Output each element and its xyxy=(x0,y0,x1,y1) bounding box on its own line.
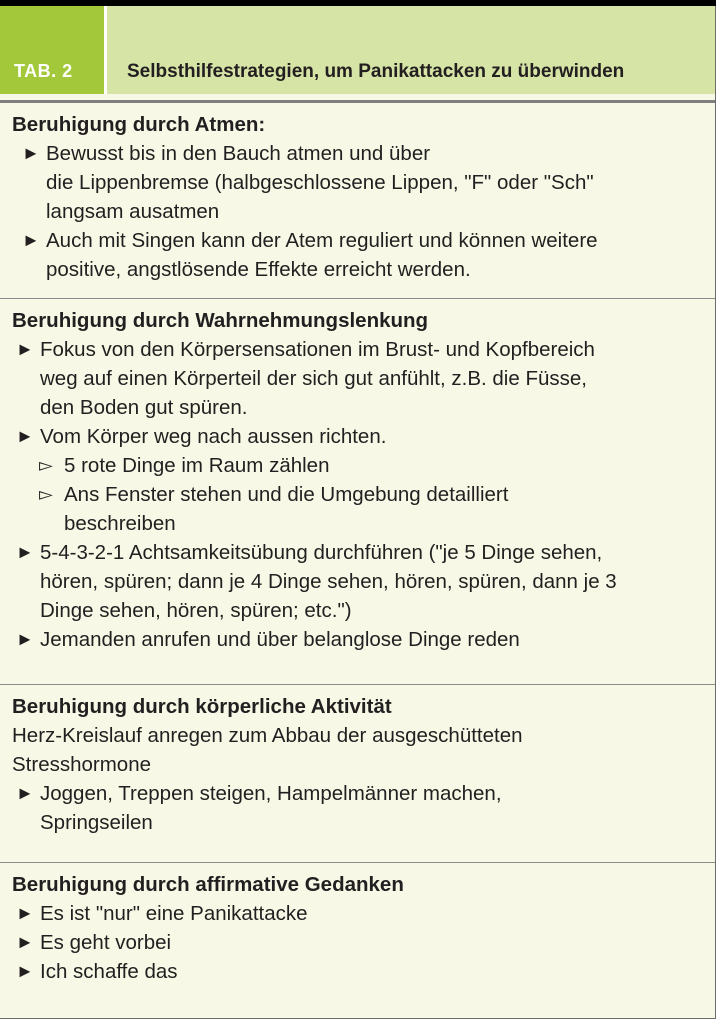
bullet-item xyxy=(12,335,703,364)
table-title: Selbsthilfestrategien, um Panikattacken zu überwinden xyxy=(127,61,625,82)
sub-bullet-item xyxy=(12,480,703,509)
outline-arrow-icon: ▻ xyxy=(39,484,53,504)
sub-bullet-continuation xyxy=(12,509,703,538)
bullet-arrow-icon: ► xyxy=(22,143,40,163)
bullet-arrow-icon: ► xyxy=(16,426,34,446)
intro-text: Stresshormone xyxy=(12,753,152,776)
section-title: Beruhigung durch affirmative Gedanken xyxy=(12,873,404,896)
bullet-item xyxy=(12,957,703,986)
bullet-text: Es geht vorbei xyxy=(40,931,172,954)
bullet-text: 5 rote Dinge im Raum zählen xyxy=(64,454,330,477)
bullet-text: Es ist "nur" eine Panikattacke xyxy=(40,902,308,925)
bullet-text: positive, angstlösende Effekte erreicht werden. xyxy=(46,258,471,281)
bullet-continuation xyxy=(12,364,703,393)
bullet-text: Bewusst bis in den Bauch atmen und über xyxy=(46,142,431,165)
bullet-text: beschreiben xyxy=(64,512,176,535)
section-title: Beruhigung durch körperliche Aktivität xyxy=(12,695,392,718)
section-perception xyxy=(0,298,715,684)
bullet-text: Vom Körper weg nach aussen richten. xyxy=(40,425,387,448)
bullet-item xyxy=(12,139,703,168)
section-physical-activity xyxy=(0,684,715,862)
bullet-arrow-icon: ► xyxy=(22,230,40,250)
bullet-arrow-icon: ► xyxy=(16,542,34,562)
intro-text: Herz-Kreislauf anregen zum Abbau der ausgeschütteten xyxy=(12,724,523,747)
bullet-text: hören, spüren; dann je 4 Dinge sehen, hören, spüren, dann je 3 xyxy=(40,570,617,593)
table-header xyxy=(0,6,715,94)
bullet-continuation xyxy=(12,168,703,197)
bullet-text: Dinge sehen, hören, spüren; etc.") xyxy=(40,599,352,622)
bullet-text: langsam ausatmen xyxy=(46,200,220,223)
bullet-arrow-icon: ► xyxy=(16,629,34,649)
bullet-text: Joggen, Treppen steigen, Hampelmänner machen, xyxy=(40,782,502,805)
bullet-item xyxy=(12,226,703,255)
table-label: TAB. 2 xyxy=(14,61,73,81)
bullet-continuation xyxy=(12,197,703,226)
table-title-cell xyxy=(104,6,715,94)
section-affirmations xyxy=(0,862,715,1019)
bullet-text: Fokus von den Körpersensationen im Brust- und Kopfbereich xyxy=(40,338,595,361)
bullet-continuation xyxy=(12,393,703,422)
bullet-text: weg auf einen Körperteil der sich gut anfühlt, z.B. die Füsse, xyxy=(40,367,587,390)
bullet-continuation xyxy=(12,255,703,284)
outline-arrow-icon: ▻ xyxy=(39,455,53,475)
bullet-text: die Lippenbremse (halbgeschlossene Lippen, "F" oder "Sch" xyxy=(46,171,594,194)
bullet-text: Ich schaffe das xyxy=(40,960,178,983)
bullet-item xyxy=(12,422,703,451)
section-title: Beruhigung durch Wahrnehmungslenkung xyxy=(12,309,429,332)
bullet-arrow-icon: ► xyxy=(16,932,34,952)
bullet-text: Auch mit Singen kann der Atem reguliert und können weitere xyxy=(46,229,598,252)
bullet-continuation xyxy=(12,567,703,596)
bullet-item xyxy=(12,928,703,957)
bullet-text: Springseilen xyxy=(40,811,153,834)
bullet-text: Ans Fenster stehen und die Umgebung detailliert xyxy=(64,483,509,506)
sub-bullet-item xyxy=(12,451,703,480)
bullet-arrow-icon: ► xyxy=(16,903,34,923)
bullet-arrow-icon: ► xyxy=(16,339,34,359)
bullet-item xyxy=(12,779,703,808)
bullet-item xyxy=(12,538,703,567)
section-breathing xyxy=(0,100,715,298)
table-label-cell xyxy=(0,6,104,94)
bullet-text: den Boden gut spüren. xyxy=(40,396,248,419)
bullet-item xyxy=(12,899,703,928)
info-table xyxy=(0,6,716,1019)
bullet-arrow-icon: ► xyxy=(16,783,34,803)
bullet-continuation xyxy=(12,596,703,625)
section-title: Beruhigung durch Atmen: xyxy=(12,113,266,136)
bullet-text: Jemanden anrufen und über belanglose Dinge reden xyxy=(40,628,520,651)
bullet-text: 5-4-3-2-1 Achtsamkeitsübung durchführen ("je 5 Dinge sehen, xyxy=(40,541,603,564)
bullet-arrow-icon: ► xyxy=(16,961,34,981)
bullet-continuation xyxy=(12,808,703,837)
bullet-item xyxy=(12,625,703,654)
